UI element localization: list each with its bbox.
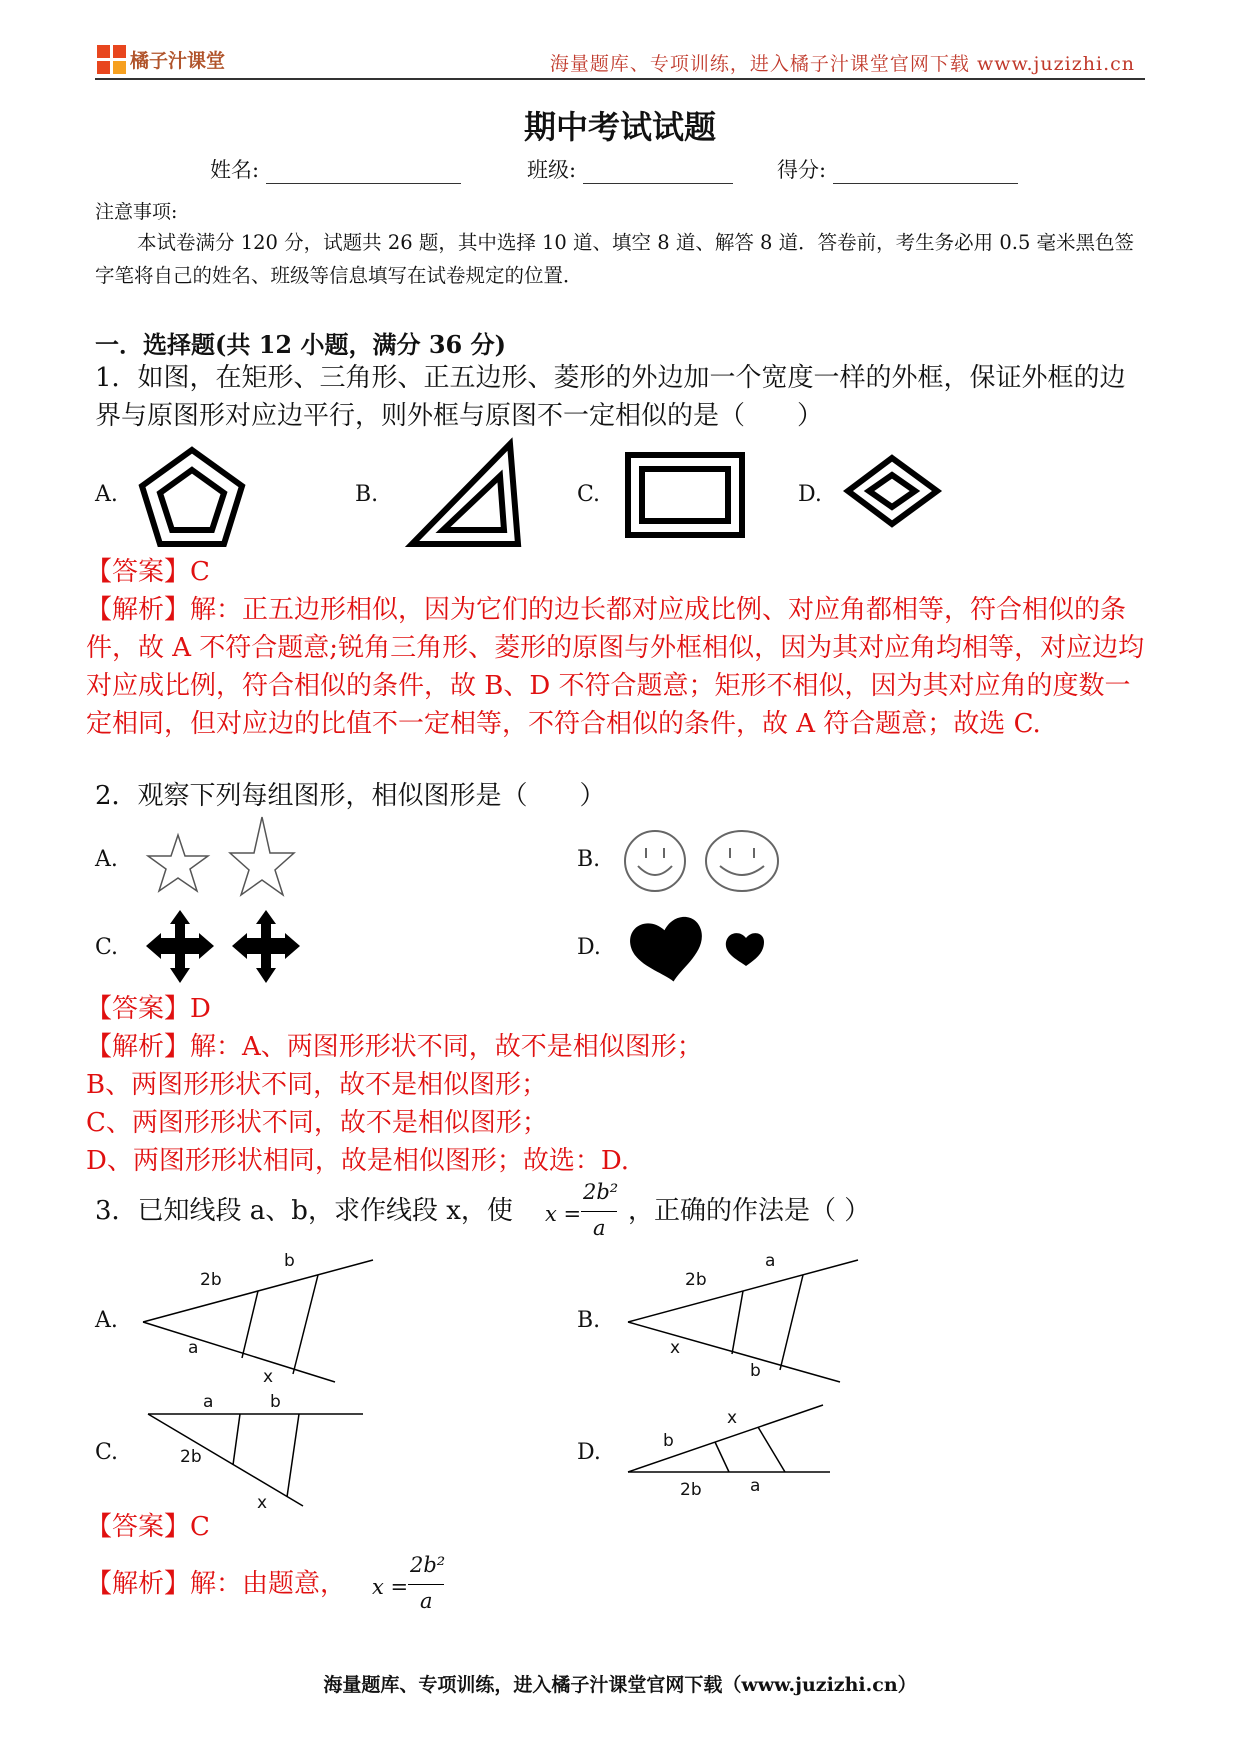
- q3-text-after: ，正确的作法是（ ）: [628, 1196, 871, 1226]
- formula-lhs: x =: [545, 1202, 582, 1226]
- formula-denominator: a: [593, 1216, 606, 1240]
- name-label: 姓名:: [210, 158, 260, 182]
- q3-figure-b: [625, 1250, 865, 1390]
- q2-stars-figure: [142, 815, 302, 895]
- q1-analysis: 【解析】解：正五边形相似，因为它们的边长都对应成比例、对应角都相等，符合相似的条件，故 A 不符合题意;锐角三角形、菱形的原图与外框相似，因为其对应角均相等，对应边均对应成比例，符合相似的条件，故 B、D 不符合题意；矩形不相似，因为其对应角的度数一定相同，但对应边的比值不一定相等，不符合相似的条件，故 A 符合题意；故选 C.: [86, 595, 1145, 739]
- q3-option-d[interactable]: D.: [577, 1440, 601, 1465]
- q3-figure-c: [145, 1390, 375, 1515]
- q3-figure-a: [140, 1250, 380, 1390]
- q3-d-label-b: b: [663, 1431, 674, 1451]
- analysis-formula-lhs: x =: [372, 1575, 409, 1599]
- q2-analysis-1: 【解析】解：A、两图形形状不同，故不是相似图形；: [86, 1032, 703, 1062]
- formula-bar: [581, 1211, 617, 1212]
- q2-answer: 【答案】D: [86, 994, 211, 1024]
- score-field[interactable]: [777, 154, 1018, 184]
- section-heading: 一．选择题(共 12 小题，满分 36 分): [95, 330, 506, 359]
- header-slogan: 海量题库、专项训练，进入橘子汁课堂官网下载 www.juzizhi.cn: [549, 53, 1135, 75]
- q2-analysis-4: D、两图形形状相同，故是相似图形；故选：D.: [86, 1146, 630, 1176]
- q3-option-b[interactable]: B.: [577, 1308, 601, 1333]
- analysis-formula-numerator: 2b²: [410, 1553, 446, 1577]
- q3-formula: [545, 1180, 620, 1250]
- q1-rhombus-figure: [845, 455, 940, 527]
- q3-b-label-b: b: [750, 1361, 761, 1381]
- q2-arrows-figure: [142, 908, 307, 986]
- analysis-formula-denominator: a: [420, 1589, 433, 1613]
- class-blank[interactable]: [583, 161, 733, 184]
- q2-text: 2．观察下列每组图形，相似图形是（ ）: [95, 781, 606, 811]
- q1-option-d[interactable]: D.: [798, 482, 822, 507]
- analysis-formula-bar: [408, 1584, 444, 1585]
- q1-triangle-figure: [408, 440, 523, 548]
- score-label: 得分:: [777, 158, 827, 182]
- name-blank[interactable]: [266, 161, 461, 184]
- q3-c-label-x: x: [257, 1493, 268, 1513]
- q1-text: 1．如图，在矩形、三角形、正五边形、菱形的外边加一个宽度一样的外框，保证外框的边界与原图形对应边平行，则外框与原图不一定相似的是（ ）: [95, 363, 1126, 431]
- q2-option-b[interactable]: B.: [577, 847, 601, 872]
- q3-figure-d: [625, 1395, 855, 1505]
- q1-answer: 【答案】C: [86, 557, 210, 587]
- q3-option-c[interactable]: C.: [95, 1440, 119, 1465]
- q3-a-label-2b: 2b: [200, 1270, 222, 1290]
- q3-a-label-b: b: [284, 1251, 295, 1271]
- q2-option-c[interactable]: C.: [95, 935, 119, 960]
- q3-c-label-b: b: [270, 1392, 281, 1412]
- q3-d-label-2b: 2b: [680, 1480, 702, 1500]
- q3-b-label-a: a: [765, 1251, 776, 1271]
- q3-b-label-2b: 2b: [685, 1270, 707, 1290]
- notes-text: 本试卷满分 120 分，试题共 26 题，其中选择 10 道、填空 8 道、解答 8 道．答卷前，考生务必用 0.5 毫米黑色签字笔将自己的姓名、班级等信息填写在试卷规定的位置．: [95, 231, 1135, 287]
- q3-d-label-a: a: [750, 1476, 761, 1496]
- formula-numerator: 2b²: [583, 1180, 619, 1204]
- q3-d-label-x: x: [727, 1408, 738, 1428]
- q1-option-b[interactable]: B.: [355, 482, 379, 507]
- footer: 海量题库、专项训练，进入橘子汁课堂官网下载（www.juzizhi.cn）: [323, 1674, 917, 1696]
- q3-text-before: 3．已知线段 a、b，求作线段 x，使: [95, 1196, 513, 1226]
- q1-option-c[interactable]: C.: [577, 482, 601, 507]
- header-divider: [95, 78, 1145, 80]
- score-blank[interactable]: [833, 161, 1018, 184]
- q1-rectangle-figure: [625, 452, 745, 537]
- q2-analysis-3: C、两图形形状不同，故不是相似图形；: [86, 1108, 548, 1138]
- logo-text: 橘子汁课堂: [130, 50, 226, 72]
- q3-b-label-x: x: [670, 1338, 681, 1358]
- q1-pentagon-figure: [140, 448, 245, 548]
- class-label: 班级:: [527, 158, 577, 182]
- q3-c-label-2b: 2b: [180, 1447, 202, 1467]
- class-field[interactable]: [527, 154, 733, 184]
- name-field[interactable]: [210, 154, 461, 184]
- q3-analysis: 【解析】解：由题意，: [86, 1569, 347, 1599]
- page-title: 期中考试试题: [523, 108, 716, 146]
- q2-smiley-figure: [622, 828, 782, 898]
- q3-answer: 【答案】C: [86, 1512, 210, 1542]
- q2-analysis-2: B、两图形形状不同，故不是相似图形；: [86, 1070, 548, 1100]
- logo-icon: [97, 45, 127, 75]
- q2-option-a[interactable]: A.: [95, 847, 118, 872]
- q2-hearts-figure: [628, 910, 768, 988]
- q3-option-a[interactable]: A.: [95, 1308, 118, 1333]
- q1-option-a[interactable]: A.: [95, 482, 118, 507]
- q3-c-label-a: a: [203, 1392, 214, 1412]
- q3-a-label-a: a: [188, 1338, 199, 1358]
- q3-analysis-formula: [372, 1553, 452, 1623]
- notes-heading: 注意事项:: [95, 201, 178, 223]
- q2-option-d[interactable]: D.: [577, 935, 601, 960]
- q3-a-label-x: x: [263, 1367, 274, 1387]
